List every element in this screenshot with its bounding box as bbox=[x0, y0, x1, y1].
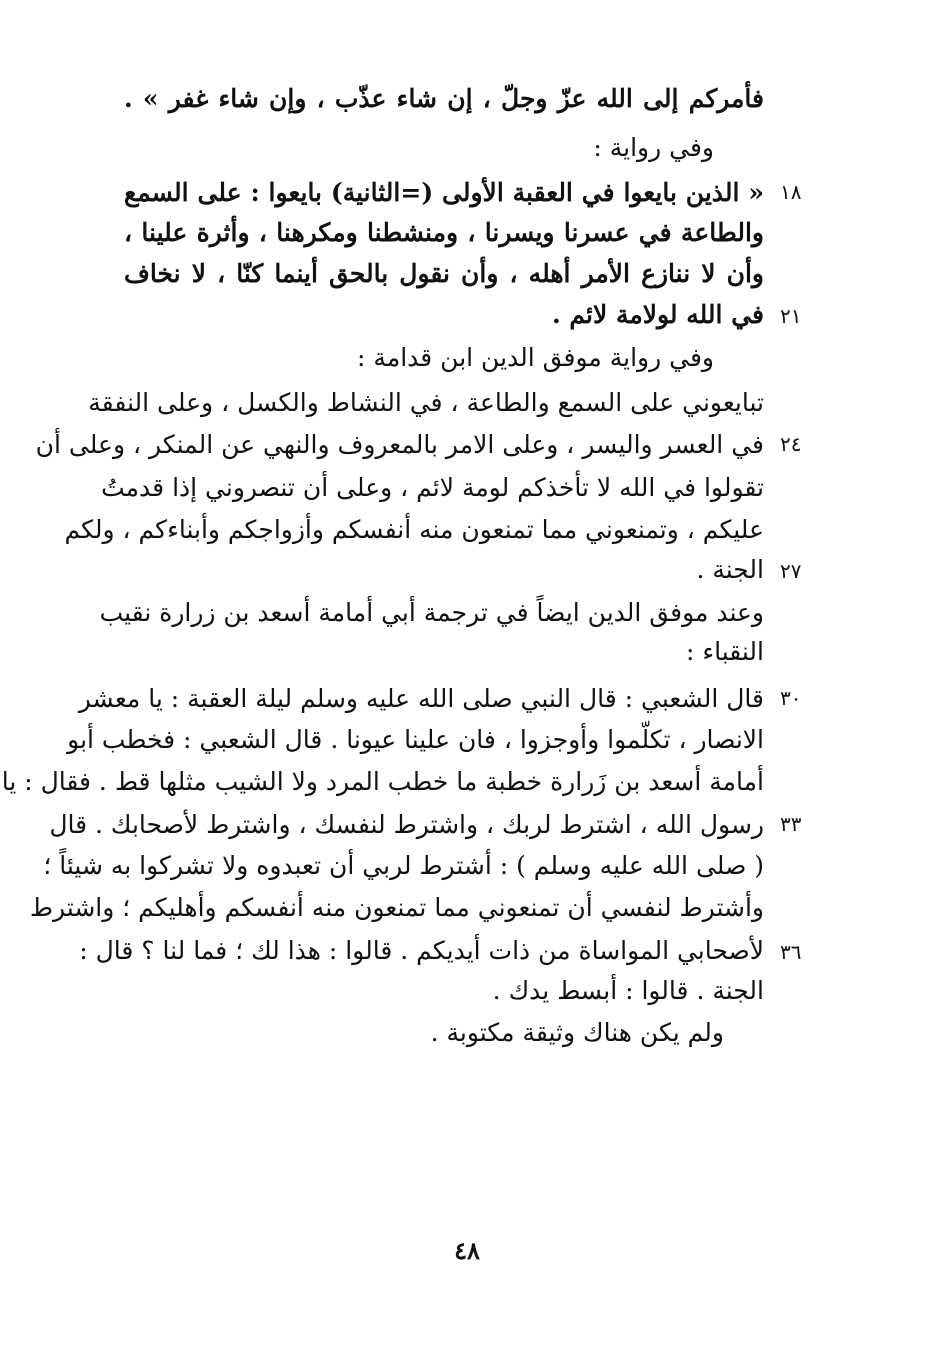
text-line: النقباء : bbox=[685, 637, 764, 666]
line-number: ٢٤ bbox=[780, 432, 802, 456]
line-number: ١٨ bbox=[780, 180, 802, 204]
text-line: وأشترط لنفسي أن تمنعوني مما تمنعون منه أنفسكم وأهليكم ؛ واشترط bbox=[29, 893, 764, 922]
line-number: ٣٣ bbox=[780, 812, 802, 836]
text-line: عليكم ، وتمنعوني مما تمنعون منه أنفسكم وأزواجكم وأبناءكم ، ولكم bbox=[64, 515, 764, 544]
text-line: الانصار ، تكلّموا وأوجزوا ، فان علينا عيونا . قال الشعبي : فخطب أبو bbox=[67, 725, 764, 754]
line-number: ٢١ bbox=[780, 304, 802, 328]
text-line: فأمركم إلى الله عزّ وجلّ ، إن شاء عذّب ، وإن شاء غفر » . bbox=[124, 84, 764, 113]
text-line: الجنة . قالوا : أبسط يدك . bbox=[492, 976, 764, 1005]
text-line: وفي رواية موفق الدين ابن قدامة : bbox=[357, 343, 714, 372]
text-line: وفي رواية : bbox=[593, 133, 714, 162]
text-line: والطاعة في عسرنا ويسرنا ، ومنشطنا ومكرهنا ، وأثرة علينا ، bbox=[124, 218, 764, 247]
text-line: في العسر واليسر ، وعلى الامر بالمعروف والنهي عن المنكر ، وعلى أن bbox=[35, 430, 764, 459]
text-line: وأن لا ننازع الأمر أهله ، وأن نقول بالحق أينما كنّا ، لا نخاف bbox=[124, 259, 764, 288]
text-line: « الذين بايعوا في العقبة الأولى (=الثانية) بايعوا : على السمع bbox=[124, 178, 764, 207]
line-number: ٣٠ bbox=[780, 686, 802, 710]
text-line: ولم يكن هناك وثيقة مكتوبة . bbox=[430, 1018, 724, 1047]
text-line: رسول الله ، اشترط لربك ، واشترط لنفسك ، واشترط لأصحابك . قال bbox=[49, 810, 764, 839]
text-line: الجنة . bbox=[696, 555, 764, 584]
text-line: تقولوا في الله لا تأخذكم لومة لائم ، وعلى أن تنصروني إذا قدمتُ bbox=[101, 473, 764, 502]
text-line: قال الشعبي : قال النبي صلى الله عليه وسلم ليلة العقبة : يا معشر bbox=[78, 684, 764, 713]
text-line: في الله لولامة لائم . bbox=[552, 300, 764, 329]
text-line: لأصحابي المواساة من ذات أيديكم . قالوا : هذا لك ؛ فما لنا ؟ قال : bbox=[79, 936, 764, 965]
text-line: تبايعوني على السمع والطاعة ، في النشاط والكسل ، وعلى النفقة bbox=[88, 388, 764, 417]
text-line: ( صلى الله عليه وسلم ) : أشترط لربي أن تعبدوه ولا تشركوا به شيئاً ؛ bbox=[43, 851, 764, 880]
line-number: ٣٦ bbox=[780, 940, 802, 964]
page-number: ٤٨ bbox=[454, 1236, 480, 1265]
line-number: ٢٧ bbox=[780, 559, 802, 583]
text-line: وعند موفق الدين ايضاً في ترجمة أبي أمامة أسعد بن زرارة نقيب bbox=[99, 598, 764, 627]
text-line: أمامة أسعد بن زَرارة خطبة ما خطب المرد ولا الشيب مثلها قط . فقال : يا bbox=[1, 767, 764, 796]
